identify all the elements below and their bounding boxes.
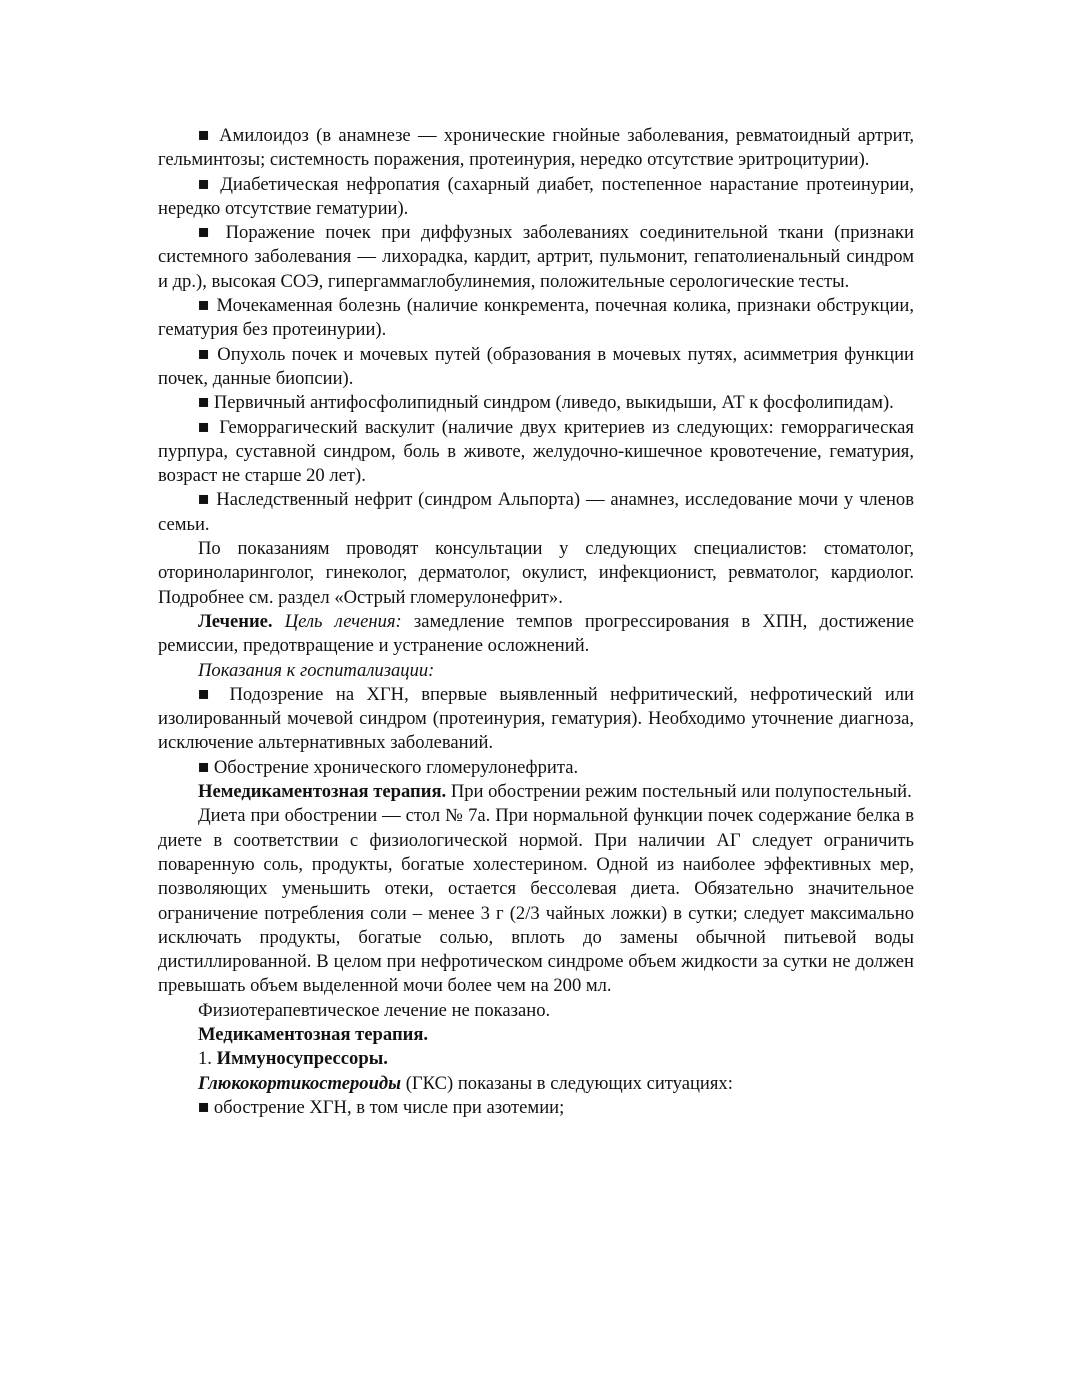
nondrug-therapy-text: При обострении режим постельный или полупостельный. [450, 781, 912, 803]
treatment-goal-label: Цель лечения: [284, 610, 402, 632]
paragraph-exacerbation: ■ Обострение хронического гломерулонефрита. [198, 756, 579, 778]
paragraph-diabetic-nephropathy: ■ Диабетическая нефропатия (сахарный диабет, постепенное нарастание протеинурии, нередко отсутствие гематурии). [158, 173, 914, 219]
treatment-heading: Лечение. [198, 610, 273, 632]
paragraph-treatment-goal [158, 610, 914, 659]
drug-therapy-heading: Медикаментозная терапия. [198, 1023, 429, 1045]
glucocorticoids-text: (ГКС) показаны в следующих ситуациях: [405, 1072, 733, 1094]
immunosuppressors-heading: Иммуносупрессоры. [216, 1048, 388, 1070]
glucocorticoids-term: Глюкокортикостероиды [198, 1072, 402, 1094]
paragraph-diet: Диета при обострении — стол № 7а. При нормальной функции почек содержание белка в диете в соответствии с физиологической нормой. При наличии АГ следует ограничить поваренную соль, продукты, богатые холестерином. Одной из наиболее эффективных мер, позволяющих уменьшить отеки, остается бессолевая диета. Обязательно значительное ограничение потребления соли – менее 3 г (2/3 чайных ложки) в сутки; следует максимально исключать продукты, богатые солью, вплоть до замены обычной питьевой воды дистиллированной. В целом при нефротическом синдроме объем жидкости за сутки не должен превышать объем выделенной мочи более чем на 200 мл. [158, 805, 914, 997]
paragraph-consultations: По показаниям проводят консультации у следующих специалистов: стоматолог, оториноларинголог, гинеколог, дерматолог, окулист, инфекционист, ревматолог, кардиолог. Подробнее см. раздел «Острый гломерулонефрит». [158, 538, 914, 608]
nondrug-therapy-heading: Немедикаментозная терапия. [198, 781, 447, 803]
document-page [158, 124, 914, 1120]
paragraph-hemorrhagic-vasculitis: ■ Геморрагический васкулит (наличие двух критериев из следующих: геморрагическая пурпура, суставной синдром, боль в животе, желудочно-кишечное кровотечение, гематурия, возраст не старше 20 лет). [158, 416, 914, 487]
paragraph-connective-tissue: ■ Поражение почек при диффузных заболеваниях соединительной ткани (признаки системного заболевания — лихорадка, кардит, артрит, пульмонит, гепатолиенальный синдром и др.), высокая СОЭ, гипергаммаглобулинемия, положительные серологические тесты. [158, 222, 914, 292]
paragraph-antiphospholipid: ■ Первичный антифосфолипидный синдром (ливедо, выкидыши, АТ к фосфолипидам). [198, 392, 894, 414]
paragraph-hereditary-nephritis: ■ Наследственный нефрит (синдром Альпорта) — анамнез, исследование мочи у членов семьи. [158, 489, 914, 535]
paragraph-indication-exacerbation: ■ обострение ХГН, в том числе при азотемии; [198, 1096, 565, 1118]
list-item-immunosuppressors [158, 1047, 914, 1071]
paragraph-urolithiasis: ■ Мочекаменная болезнь (наличие конкремента, почечная колика, признаки обструкции, гематурия без протеинурии). [158, 295, 914, 341]
paragraph-amyloidosis: ■ Амилоидоз (в анамнезе — хронические гнойные заболевания, ревматоидный артрит, гельминтозы; системность поражения, протеинурия, нередко отсутствие эритроцитурии). [158, 125, 914, 171]
paragraph-suspicion: ■ Подозрение на ХГН, впервые выявленный нефритический, нефротический или изолированный мочевой синдром (протеинурия, гематурия). Необходимо уточнение диагноза, исключение альтернативных заболеваний. [158, 683, 914, 754]
list-number: 1. [198, 1048, 212, 1070]
hospitalization-heading: Показания к госпитализации: [198, 659, 435, 681]
paragraph-glucocorticoids [158, 1072, 914, 1096]
treatment-goal-text: замедление темпов прогрессирования в ХПН, достижение ремиссии, предотвращение и устранение осложнений. [158, 610, 914, 657]
paragraph-nondrug-therapy [158, 780, 914, 804]
paragraph-physiotherapy: Физиотерапевтическое лечение не показано. [198, 999, 551, 1021]
paragraph-tumor: ■ Опухоль почек и мочевых путей (образования в мочевых путях, асимметрия функции почек, данные биопсии). [158, 343, 914, 389]
